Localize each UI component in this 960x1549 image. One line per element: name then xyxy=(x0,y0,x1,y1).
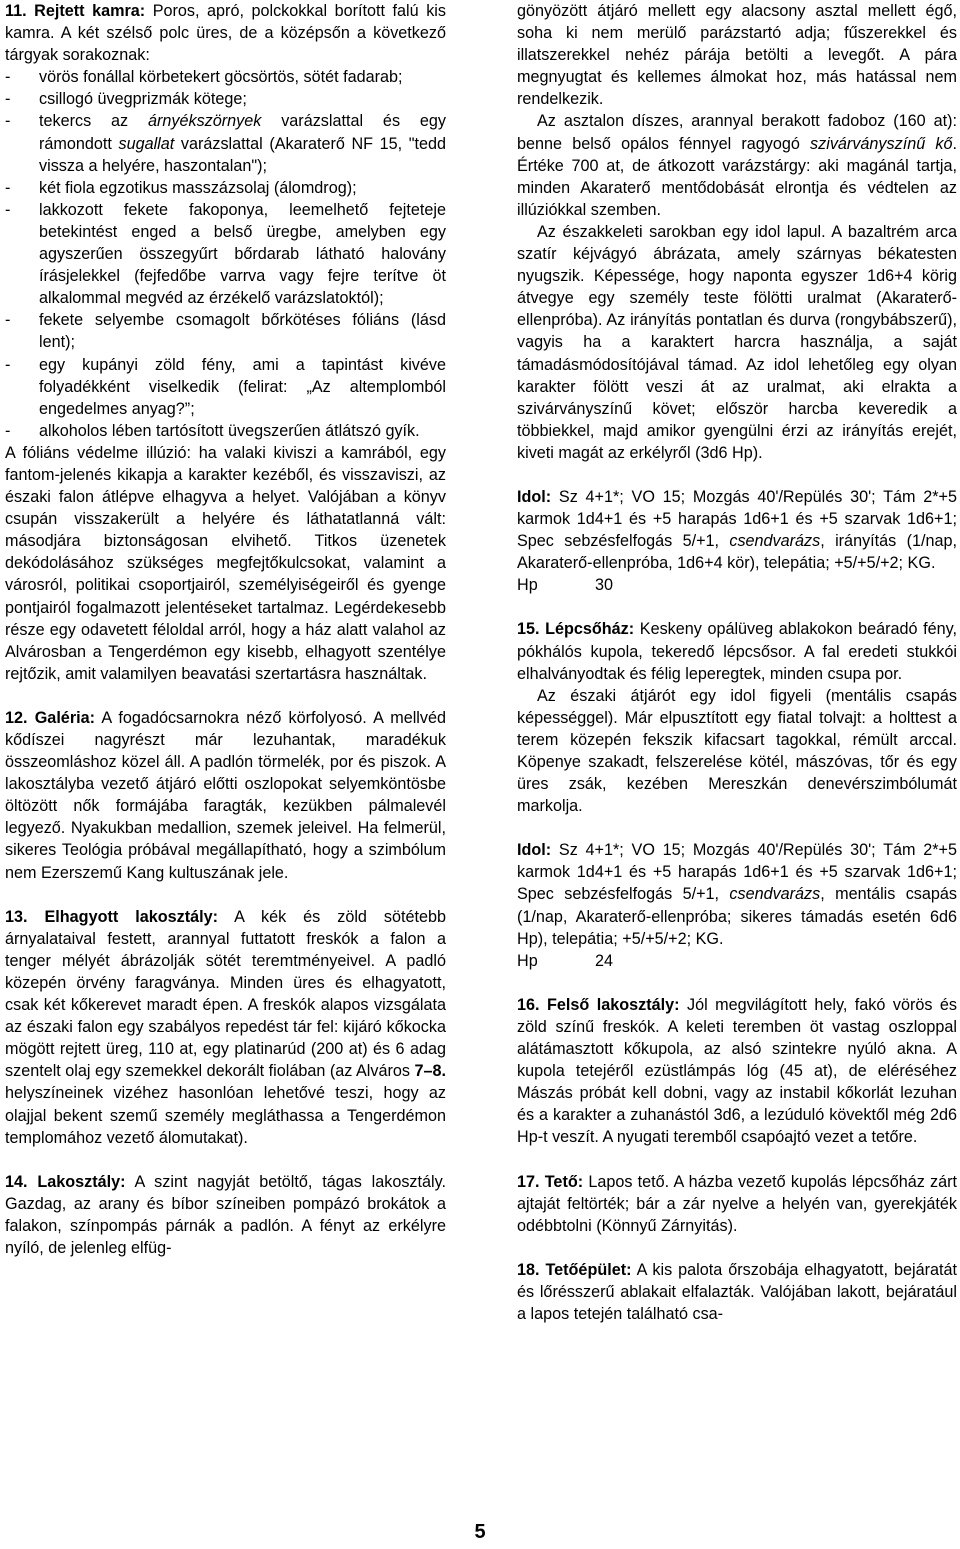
list-item xyxy=(5,354,446,420)
room-11-intro: Poros, apró, polckokkal borított falú kis kamra. A két szélső polc üres, de a középsőn a következő tárgyak sorakoznak: xyxy=(5,2,446,65)
list-item xyxy=(5,420,446,442)
room-18-heading: 18. Tetőépület: xyxy=(517,1260,632,1279)
idol-paragraph: Az északkeleti sarokban egy idol lapul. A bazaltrém arca szatír kéjvágyó ábrázata, amely szárnyas békatesten nyugszik. Képessége, hogy naponta egyszer 1d6+4 körig átvegye egy személy teste fölötti uralmat (Akaraterő-ellenpróba). Az irányítás pontatlan és durva (rongybábszerű), vagyis ha a karaktert harcra használja, a saját támadásmódosítójával támad. Az idol lehetőleg egy olyan karakter fölött veszi át az uralmat, aki elrakta a szivárványszínű követ; először harcba keveredik a többiekkel, majd amikor gyengülni érzi az irányítás erejét, kiveti magát az erkélyről (3d6 Hp). xyxy=(517,222,957,462)
list-bullet: - xyxy=(5,178,11,197)
room-15-heading: 15. Lépcsőház: xyxy=(517,620,635,639)
list-item xyxy=(5,199,446,309)
list-item-text: fekete selyembe csomagolt bőrkötéses fóliáns (lásd lent); xyxy=(39,311,446,352)
location-reference: 7–8. xyxy=(414,1062,446,1081)
list-item xyxy=(5,110,446,176)
room-12-heading: 12. Galéria: xyxy=(5,708,96,727)
room-18-entry: 18. Tetőépület: A kis palota őrszobája elhagyatott, bejáratát és lőrésszerű ablakait elfalazták. Valójában lakott, bejáratául a lapos tetején található csa- xyxy=(517,1260,957,1323)
room-14-heading: 14. Lakosztály: xyxy=(5,1172,126,1191)
room-14-entry: 14. Lakosztály: A szint nagyját betöltő, tágas lakosztály. Gazdag, az arany és bíbor színeiben pompázó brokátok a falakon, színpompás párnák a padlón. A fényt az erkélyre nyíló, de jelenleg elfüg- xyxy=(5,1172,446,1257)
hp-line-2: Hp 24 xyxy=(517,951,614,970)
list-bullet: - xyxy=(5,90,11,109)
room-12-entry: 12. Galéria: A fogadócsarnokra néző körfolyosó. A mellvéd kődíszei nagyrészt már lezuhantak, maradékuk összeomláshoz közel áll. A padlón törmelék, por és piszok. A lakosztályba vezető átjáró előtti oszlopokat selyemköntösbe öltözött nők formájába faragták, kezükben pálmalevél legyező. Nyakukban medallion, szemek jeleivel. Ha felmerül, sikeres Teológia próbával megállapítható, hogy a szimbólum nem Ezerszemű Kang kultuszának jele. xyxy=(5,708,446,882)
list-item xyxy=(5,309,446,353)
list-bullet: - xyxy=(5,68,11,87)
item-list xyxy=(5,66,446,442)
list-item-text: csillogó üvegprizmák kötege; xyxy=(39,90,247,109)
list-item-text: tekercs az árnyékszörnyek varázslattal és egy rámondott sugallat varázslattal (Akaraterő NF 15, "tedd vissza a helyére, haszontalan"); xyxy=(39,112,446,175)
room-11-heading: 11. Rejtett kamra: xyxy=(5,2,146,20)
list-bullet: - xyxy=(5,200,11,219)
list-item-text: egy kupányi zöld fény, ami a tapintást kivéve folyadékként viselkedik (felirat: „Az altemplomból engedelmes anyag?”; xyxy=(39,355,446,418)
room-11-entry xyxy=(5,0,446,66)
list-item-text: két fiola egzotikus masszázsolaj (álomdrog); xyxy=(39,178,357,197)
room-15-idol-paragraph: Az északi átjárót egy idol figyeli (mentális csapás képességgel). Már elpusztított egy fiatal tolvajt: a holttest a terem közepén fekszik kifacsart tagokkal, rémült arccal. Köpenye szakadt, felszerelése kötél, mászóvas, tőr és egy üres zsák, kezében Mereszkán denevérszimbólumát markolja. xyxy=(517,686,957,816)
list-item xyxy=(5,177,446,199)
room-13-heading: 13. Elhagyott lakosztály: xyxy=(5,907,218,926)
room-17-entry: 17. Tető: Lapos tető. A házba vezető kupolás lépcsőház zárt ajtaját feltörték; bár a zár nyelve a helyén van, gyerekjáték odébbtolni (Könnyű Zárnyitás). xyxy=(517,1172,958,1235)
room-14-continued: gönyözött átjáró mellett egy alacsony asztal mellett égő, soha ki nem merülő parázstartó adja; fűszerekkel és illatszerekkel nehéz párája betölti a levegőt. A pára megnyugtat és kellemes álmokat hoz, más hatással nem rendelkezik. xyxy=(517,2,957,109)
room-15-entry: 15. Lépcsőház: Keskeny opálüveg ablakokon beáradó fény, pókhálós kupola, tekeredő lépcsősor. A fal eredeti stukkói elhalványodtak és félig leperegtek, minden csupa por. xyxy=(517,620,958,683)
right-column xyxy=(517,0,957,1325)
hp-line-1: Hp 30 xyxy=(517,576,614,595)
room-13-entry: 13. Elhagyott lakosztály: A kék és zöld sötétebb árnyalataival festett, arannyal futtatott freskók a falon a tenger mélyét ábrázolják sötét teremtményeivel. A padló közepén örvény faragványa. Minden üres és elhagyatott, csak két kőkerevet maradt épen. A freskók alapos vizsgálata az északi falon egy szabályos repedést tár fel: kijáró kőkocka mögött rejtett üreg, 110 at, egy platinarúd (200 at) és 6 adag szentelt olaj egy szemekkel dekorált fiolában (az Alváros 7–8. helyszíneinek vizéhez hasonlóan lehetővé teszi, hogy az olajjal bekent szemű személy megláthassa a Tengerdémon templomához vezető álomutakat). xyxy=(5,907,446,1147)
left-column xyxy=(5,0,446,1259)
list-item-text: lakkozott fekete fakoponya, leemelhető fejteteje betekintést enged a belső üregbe, amelyben egy agyszerűen összegyűrt bőrdarab látható halovány írásjelekkel (fejfedőbe varrva vagy fejre terítve öt alkalommal megvéd az érzékelő varázslatoktól); xyxy=(39,200,446,308)
list-bullet: - xyxy=(5,421,11,440)
room-16-entry: 16. Felső lakosztály: Jól megvilágított hely, fakó vörös és zöld színű freskók. A keleti teremben öt vastag oszloppal alátámasztott kőkupola, az alsó szintekre nyúló akna. A kupola tetejéről ezüstlámpás lóg (45 at), de eléréséhez Mászás próbát kell dobni, vagy az instabil kőkorlát lezuhan és a karakter a zuhanástól 3d6, a lezúduló kövektől még 2d6 Hp-t veszít. A nyugati teremből csapóajtó vezet a tetőre. xyxy=(517,995,957,1147)
list-item-text: alkoholos lében tartósított üvegszerűen átlátszó gyík. xyxy=(39,421,420,440)
stat-block-idol-2: Idol: Sz 4+1*; VO 15; Mozgás 40'/Repülés 30'; Tám 2*+5 karmok 1d4+1 és +5 harapás 1d6+1 és +5 szarvak 1d6+1; Spec sebzésfelfogás 5/+1, csendvarázs, mentális csapás (1/nap, Akaraterő-ellenpróba; sikeres támadás esetén 6d6 Hp), telepátia; +5/+5/+2; KG. xyxy=(517,841,958,948)
golden-box-paragraph: Az asztalon díszes, arannyal berakott fadoboz (160 at): benne belső opálos fénnyel ragyogó szivárványszínű kő. Értéke 700 at, de átkozott varázstárgy: aki magánál tartja, minden Akaraterő mentődobását elrontja és védtelen az illúziókkal szemben. xyxy=(517,112,957,219)
stat-block-idol-1: Idol: Sz 4+1*; VO 15; Mozgás 40'/Repülés 30'; Tám 2*+5 karmok 1d4+1 és +5 harapás 1d6+1 és +5 szarvak 1d6+1; Spec sebzésfelfogás 5/+1, csendvarázs, irányítás (1/nap, Akaraterő-ellenpróba, 1d6+4 kör), telepátia; +5/+5/+2; KG. xyxy=(517,487,957,573)
room-17-heading: 17. Tető: xyxy=(517,1172,584,1191)
list-item-text: vörös fonállal körbetekert göcsörtös, sötét fadarab; xyxy=(39,68,403,87)
folians-paragraph: A fóliáns védelme illúzió: ha valaki kiviszi a kamrából, egy fantom-jelenés kikapja a karakter kezéből, és visszaviszi, az északi falon átlépve elhagyva a helyet. Valójában a könyv csupán visszakerült a helyére és láthatatlanná vált: másodjára biztonságosan elvihető. Titkos üzenetek dekódolásához szükséges megfejtőkulcsokat, valamint a városról, politikai csoportjairól, személyiségeiről és gyenge pontjairól fogalmazott jelentéseket tartalmaz. Legérdekesebb része egy odavetett féloldal arról, hogy a ház alatt valahol az Alvárosban a Tengerdémon egy kisebb, elhagyott szentélye rejtőzik, amit valamilyen beavatási szertartásra használtak. xyxy=(5,443,446,683)
list-item xyxy=(5,88,446,110)
list-bullet: - xyxy=(5,112,11,131)
list-bullet: - xyxy=(5,311,11,330)
list-bullet: - xyxy=(5,355,11,374)
room-16-heading: 16. Felső lakosztály: xyxy=(517,995,680,1014)
list-item xyxy=(5,66,446,88)
page-number: 5 xyxy=(474,1521,486,1543)
